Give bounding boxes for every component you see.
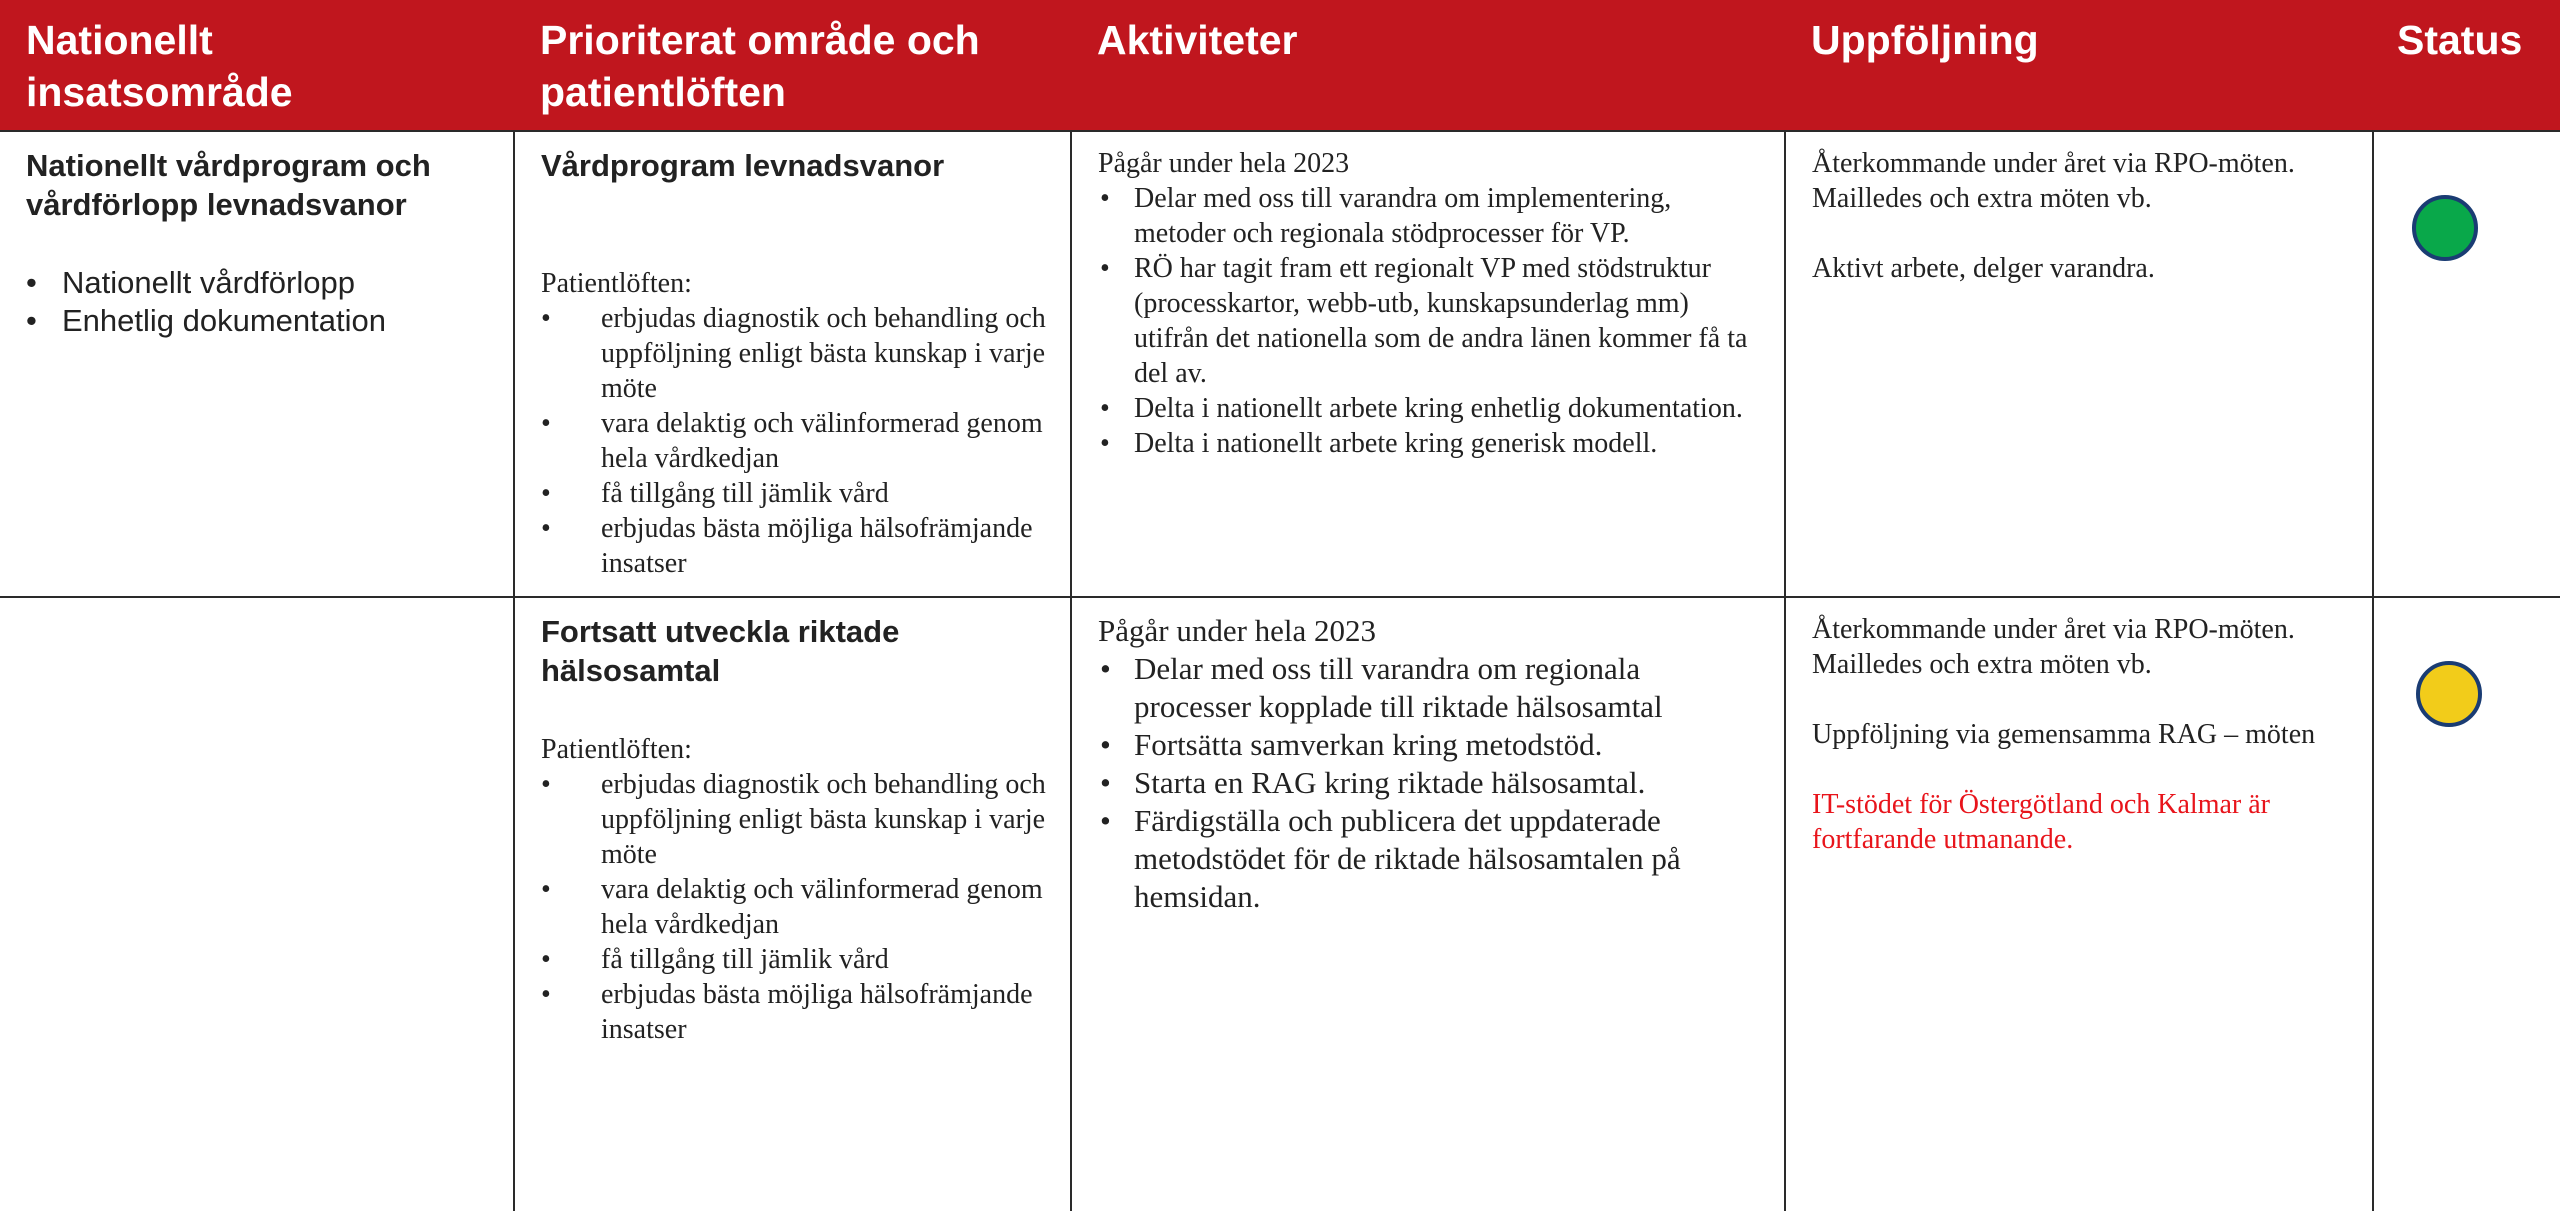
list-item: • vara delaktig och välinformerad genom hela vårdkedjan [541,406,1048,476]
status-indicator-yellow [2416,661,2482,727]
header-followup: Uppföljning [1785,0,2373,131]
list-item: • RÖ har tagit fram ett regionalt VP med stödstruktur (processkartor, webb-utb, kunskapsunderlag mm) utifrån det nationella som de andra länen kommer få ta del av. [1098,251,1762,391]
list-item: • Fortsätta samverkan kring metodstöd. [1098,726,1762,764]
header-status: Status [2373,0,2560,131]
activities-list [1098,181,1762,461]
followup-line: Mailledes och extra möten vb. [1812,183,2152,214]
activities-lead: Pågår under hela 2023 [1098,148,1350,179]
table-row [0,597,2560,1211]
list-item: • erbjudas bästa möjliga hälsofrämjande insatser [541,511,1048,581]
activities-cell [1071,131,1785,597]
priority-area-cell [514,597,1071,1211]
list-item: • Delar med oss till varandra om implementering, metoder och regionala stödprocesser för VP. [1098,181,1762,251]
priority-area-title: Vårdprogram levnadsvanor [541,148,945,183]
header-priority-area: Prioriterat område och patientlöften [514,0,1071,131]
patient-promises-label: Patientlöften: [541,734,692,765]
list-item: • Delta i nationellt arbete kring enhetlig dokumentation. [1098,391,1762,426]
list-item: • erbjudas diagnostik och behandling och uppföljning enligt bästa kunskap i varje möte [541,301,1048,406]
national-area-cell [0,597,514,1211]
activities-cell [1071,597,1785,1211]
priority-area-title: Fortsatt utveckla riktade hälsosamtal [541,614,900,688]
list-item: • Delar med oss till varandra om regionala processer kopplade till riktade hälsosamtal [1098,650,1762,726]
activities-lead: Pågår under hela 2023 [1098,613,1377,648]
header-row [0,0,2560,131]
patient-promises-list [541,767,1048,1047]
list-item: • få tillgång till jämlik vård [541,476,1048,511]
list-item: • erbjudas bästa möjliga hälsofrämjande insatser [541,977,1048,1047]
followup-line: Återkommande under året via RPO-möten. [1812,614,2295,645]
followup-line: Aktivt arbete, delger varandra. [1812,253,2155,284]
patient-promises-list [541,301,1048,581]
list-item: • Nationellt vårdförlopp [26,264,491,302]
list-item: • Delta i nationellt arbete kring generisk modell. [1098,426,1762,461]
priority-area-cell [514,131,1071,597]
followup-cell [1785,131,2373,597]
status-cell [2373,597,2560,1211]
national-area-title: Nationellt vårdprogram och vårdförlopp levnadsvanor [26,148,431,222]
list-item: • få tillgång till jämlik vård [541,942,1048,977]
followup-line: Återkommande under året via RPO-möten. [1812,148,2295,179]
list-item: • Färdigställa och publicera det uppdaterade metodstödet för de riktade hälsosamtalen på hemsidan. [1098,802,1762,916]
list-item: • vara delaktig och välinformerad genom hela vårdkedjan [541,872,1048,942]
activities-list [1098,650,1762,916]
header-activities: Aktiviteter [1071,0,1785,131]
list-item: • Enhetlig dokumentation [26,302,491,340]
table-row [0,131,2560,597]
patient-promises-label: Patientlöften: [541,268,692,299]
status-cell [2373,131,2560,597]
followup-warning: IT-stödet för Östergötland och Kalmar är fortfarande utmanande. [1812,789,2270,855]
national-area-cell [0,131,514,597]
list-item: • Starta en RAG kring riktade hälsosamtal. [1098,764,1762,802]
followup-line: Uppföljning via gemensamma RAG – möten [1812,719,2316,750]
followup-line: Mailledes och extra möten vb. [1812,649,2152,680]
header-national-area: Nationellt insatsområde [0,0,514,131]
status-indicator-green [2412,195,2478,261]
followup-cell [1785,597,2373,1211]
list-item: • erbjudas diagnostik och behandling och uppföljning enligt bästa kunskap i varje möte [541,767,1048,872]
national-area-list [26,264,491,340]
